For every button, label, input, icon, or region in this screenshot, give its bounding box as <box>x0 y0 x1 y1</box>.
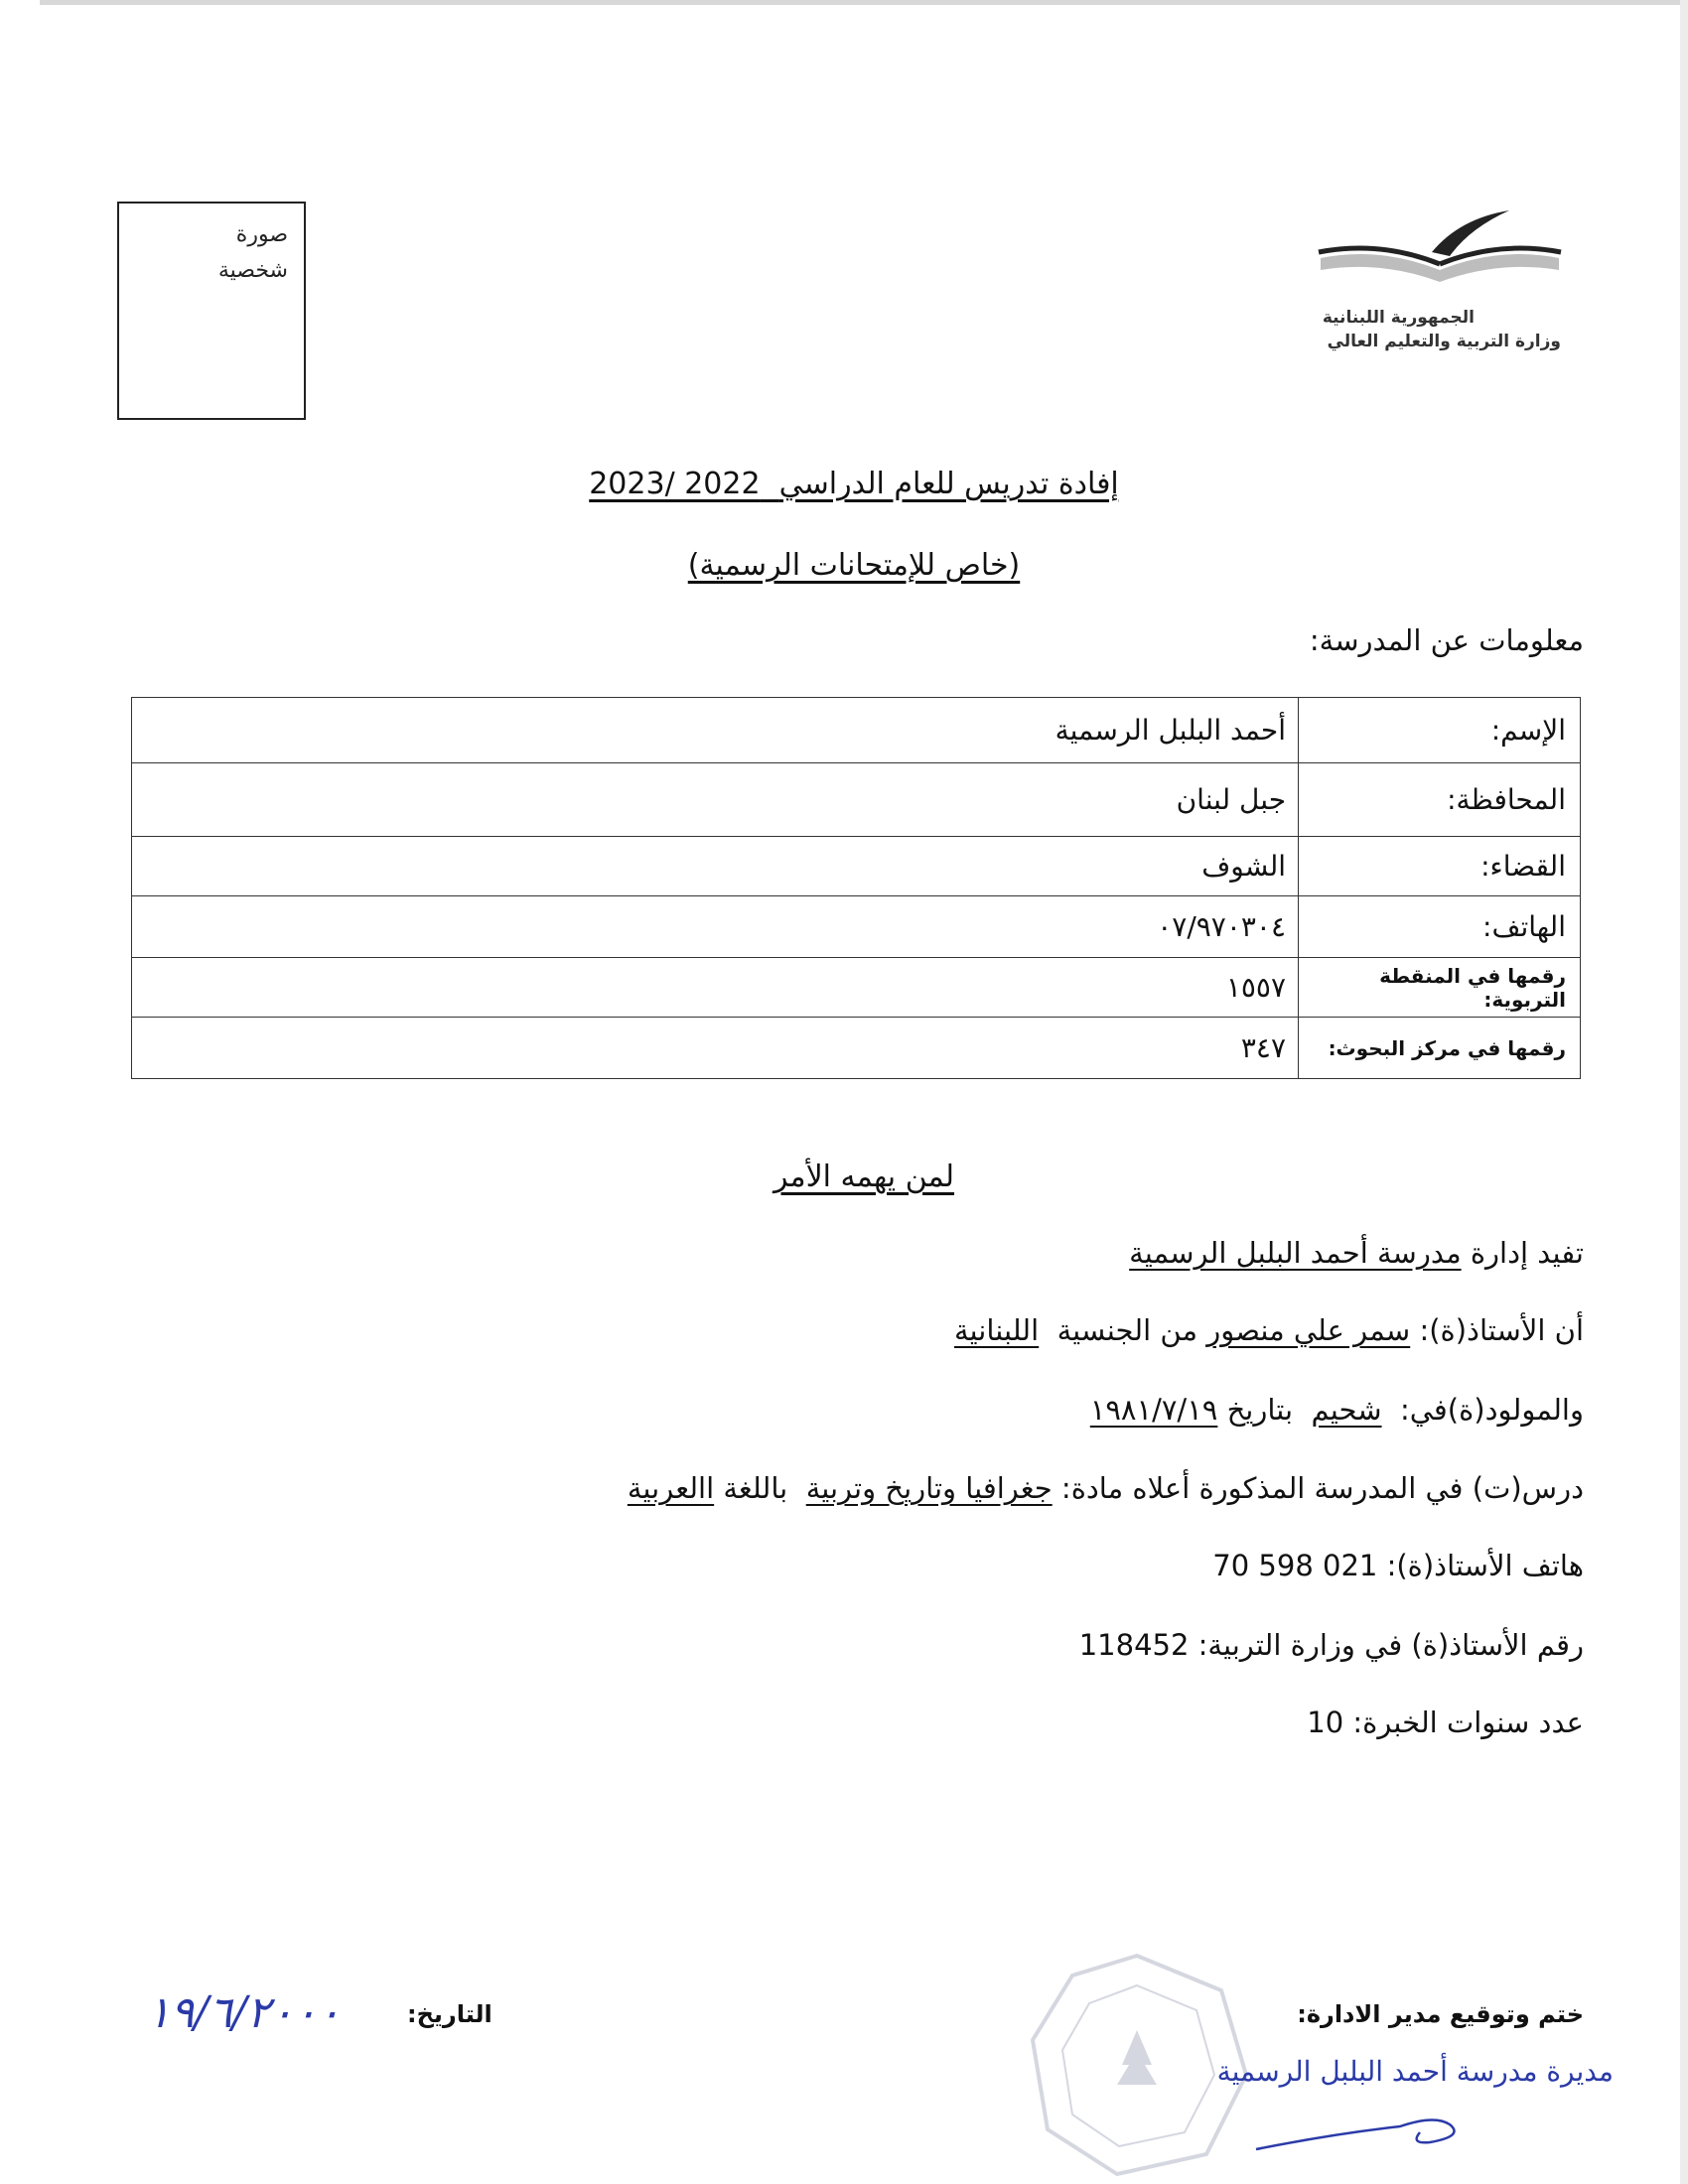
document-subtitle <box>0 548 1688 583</box>
row-label: المحافظة: <box>1299 763 1581 837</box>
line4-mid: باللغة <box>723 1471 788 1505</box>
scan-right-edge <box>1680 0 1688 2184</box>
row-label: القضاء: <box>1299 837 1581 896</box>
ministry-logo <box>1311 208 1569 357</box>
document-title <box>0 467 1688 501</box>
photo-label <box>218 217 288 289</box>
school-info-table <box>131 697 1581 1079</box>
line2-prefix: أن الأستاذ(ة): <box>1419 1313 1584 1347</box>
row-value: ٣٤٧ <box>132 1018 1299 1079</box>
photo-box <box>117 202 306 420</box>
teacher-name-value: سمر علي منصور <box>1206 1313 1411 1347</box>
title-year: 2023/ 2022 <box>589 467 761 501</box>
concern-text: لمن يهمه الأمر <box>773 1160 955 1194</box>
table-row <box>132 763 1581 837</box>
ministry-number-value: 118452 <box>1078 1628 1190 1662</box>
statement-line-3 <box>1090 1393 1584 1427</box>
table-row <box>132 698 1581 763</box>
row-label: رقمها في مركز البحوث: <box>1299 1018 1581 1079</box>
subject-value: جغرافيا وتاريخ وتربية <box>805 1471 1053 1505</box>
photo-label-line2: شخصية <box>217 258 288 283</box>
teacher-phone-value: 70 598 021 <box>1212 1549 1378 1582</box>
signer-title-handwritten: مديرة مدرسة أحمد البلبل الرسمية <box>1216 2055 1614 2088</box>
table-row <box>132 958 1581 1018</box>
row-label: الهاتف: <box>1299 896 1581 958</box>
experience-years-value: 10 <box>1307 1706 1344 1739</box>
line3-prefix: والمولود(ة)في: <box>1399 1393 1584 1427</box>
statement-line-1 <box>1129 1236 1584 1270</box>
line3-mid: بتاريخ <box>1226 1393 1294 1427</box>
row-value: الشوف <box>132 837 1299 896</box>
scan-top-edge <box>40 0 1688 5</box>
signature-label: ختم وتوقيع مدير الادارة: <box>1297 2000 1584 2028</box>
statement-line-2 <box>954 1313 1584 1347</box>
line5-prefix: هاتف الأستاذ(ة): <box>1386 1549 1584 1582</box>
row-label: رقمها في المنقطة التربوية: <box>1299 958 1581 1018</box>
birth-date-value: ١٩٨١/٧/١٩ <box>1089 1393 1218 1427</box>
book-icon <box>1311 208 1569 308</box>
table-row <box>132 1018 1581 1079</box>
date-label: التاريخ: <box>407 2000 492 2028</box>
statement-line-6 <box>1079 1628 1584 1662</box>
line7-prefix: عدد سنوات الخبرة: <box>1352 1706 1584 1739</box>
signature-scribble <box>1251 2105 1479 2164</box>
logo-text-republic: الجمهورية اللبنانية <box>1322 308 1475 328</box>
line2-mid: من الجنسية <box>1056 1313 1197 1347</box>
statement-line-5 <box>1212 1549 1584 1582</box>
logo-text-ministry: وزارة التربية والتعليم العالي <box>1327 332 1561 351</box>
table-row <box>132 837 1581 896</box>
row-value: ١٥٥٧ <box>132 958 1299 1018</box>
title-prefix: إفادة تدريس للعام الدراسي <box>778 467 1119 501</box>
row-value: ٠٧/٩٧٠٣٠٤ <box>132 896 1299 958</box>
statement-line-7 <box>1307 1706 1584 1739</box>
row-label: الإسم: <box>1299 698 1581 763</box>
line6-prefix: رقم الأستاذ(ة) في وزارة التربية: <box>1197 1628 1584 1662</box>
birth-place-value: شحيم <box>1311 1393 1382 1427</box>
row-value: أحمد البلبل الرسمية <box>132 698 1299 763</box>
photo-label-line1: صورة <box>235 222 288 247</box>
date-handwritten: ١٩/٦/٢٠٠٠ <box>147 1987 342 2038</box>
school-info-heading: معلومات عن المدرسة: <box>1309 623 1584 657</box>
statement-line-4 <box>628 1471 1584 1505</box>
school-name-value: مدرسة أحمد البلبل الرسمية <box>1129 1236 1462 1270</box>
subtitle-text: (خاص للإمتحانات الرسمية) <box>687 548 1021 583</box>
concern-heading <box>0 1160 1688 1194</box>
nationality-value: اللبنانية <box>953 1313 1040 1347</box>
row-value: جبل لبنان <box>132 763 1299 837</box>
language-value: االعربية <box>627 1471 715 1505</box>
table-row <box>132 896 1581 958</box>
line4-prefix: درس(ت) في المدرسة المذكورة أعلاه مادة: <box>1060 1471 1584 1505</box>
line1-prefix: تفيد إدارة <box>1470 1236 1584 1270</box>
